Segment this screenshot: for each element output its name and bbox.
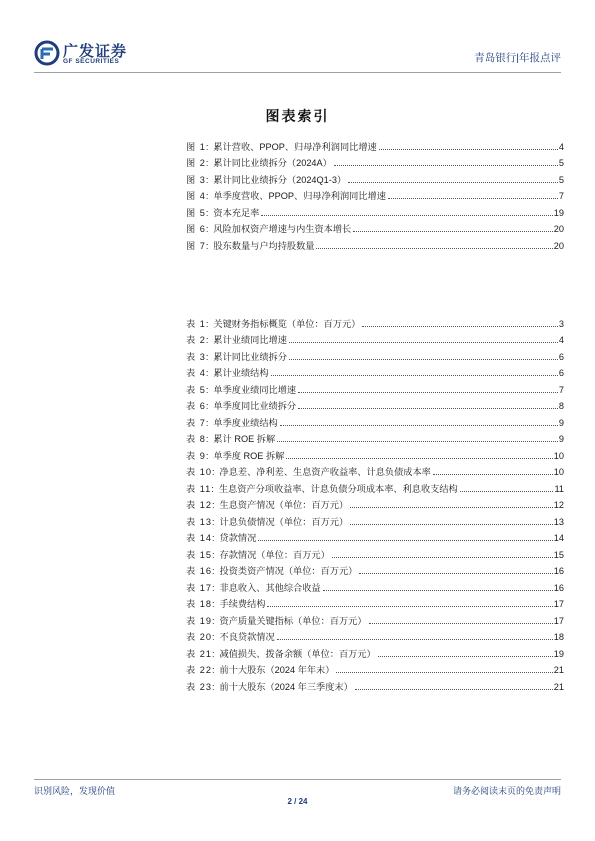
index-entry-page: 21 [553, 681, 564, 692]
index-entry-label: 不良贷款情况 [219, 632, 275, 642]
index-entry-label: 累计同比业绩拆分（2024A） [213, 158, 332, 168]
index-entry-page: 18 [553, 632, 564, 642]
table-index-entry[interactable] [186, 363, 564, 380]
index-entry-label: 累计同比业绩拆分（2024Q1-3） [213, 174, 347, 185]
index-entry-prefix: 表 10: [186, 467, 216, 477]
page-header [34, 38, 561, 73]
table-index-entry[interactable] [186, 627, 564, 644]
index-entry-label: 单季度业绩同比增速 [213, 384, 297, 395]
gf-securities-logo [34, 38, 154, 70]
index-entry-page: 11 [554, 483, 564, 494]
index-entry-prefix: 表 14: [186, 533, 216, 543]
index-entry-prefix: 表 2: [186, 335, 210, 345]
index-entry-page: 7 [558, 384, 564, 395]
footer-disclaimer: 请务必阅读末页的免责声明 [452, 786, 561, 796]
table-index-entry[interactable] [186, 676, 564, 693]
table-index-entry[interactable] [186, 643, 564, 660]
dot-leader [332, 557, 553, 558]
index-entry-label: 单季度 ROE 拆解 [213, 450, 285, 461]
table-index-entry[interactable] [186, 594, 564, 611]
index-entry-prefix: 表 3: [186, 351, 210, 362]
dot-leader [433, 474, 553, 475]
table-index-entry[interactable] [186, 511, 564, 528]
page-number: 2 / 24 [287, 797, 308, 806]
table-index-entry[interactable] [186, 495, 564, 512]
dot-leader [277, 639, 553, 640]
dot-leader [369, 623, 553, 624]
table-index-entry[interactable] [186, 445, 564, 462]
dot-leader [280, 425, 558, 426]
index-entry-page: 9 [558, 434, 564, 444]
index-entry-page: 19 [553, 648, 564, 659]
table-index-entry[interactable] [186, 528, 564, 545]
dot-leader [289, 359, 558, 360]
index-entry-label: 存款情况（单位：百万元） [219, 549, 330, 560]
index-entry-prefix: 表 20: [186, 632, 216, 642]
index-entry-prefix: 表 6: [186, 401, 210, 411]
dot-leader [350, 524, 553, 525]
index-entry-page: 6 [558, 351, 564, 362]
brand-name-en: GF SECURITIES [63, 58, 120, 65]
index-entry-label: 资产质量关键指标（单位：百万元） [219, 615, 367, 626]
index-entry-prefix: 表 13: [186, 516, 216, 527]
index-entry-label: 单季度业绩结构 [213, 417, 278, 428]
index-entry-page: 17 [553, 599, 564, 609]
index-entry-label: 前十大股东（2024 年年末） [219, 665, 335, 675]
dot-leader [388, 198, 558, 199]
table-index-entry[interactable] [186, 396, 564, 413]
brand-name-cn: 广发证券 [63, 43, 128, 60]
figure-index-list [186, 136, 564, 252]
index-entry-prefix: 表 15: [186, 549, 216, 560]
index-entry-page: 9 [558, 417, 564, 428]
index-entry-page: 10 [553, 467, 564, 477]
index-entry-label: 关键财务指标概览（单位：百万元） [213, 318, 361, 329]
index-entry-page: 4 [558, 335, 564, 345]
index-entry-prefix: 表 5: [186, 384, 210, 395]
index-entry-prefix: 图 2: [186, 158, 210, 168]
report-tag: 青岛银行|年报点评 [474, 52, 561, 64]
dot-leader [378, 656, 553, 657]
index-entry-label: 生息资产分项收益率、计息负债分项成本率、利息收支结构 [218, 483, 458, 494]
dot-leader [289, 342, 558, 343]
index-entry-page: 6 [558, 368, 564, 378]
dot-leader [362, 326, 557, 327]
index-entry-page: 16 [553, 582, 564, 593]
index-entry-label: 风险加权资产增速与内生资本增长 [213, 224, 352, 234]
index-entry-prefix: 图 3: [186, 174, 210, 185]
index-entry-page: 13 [553, 516, 564, 527]
table-index-entry[interactable] [186, 660, 564, 677]
index-entry-page: 20 [553, 240, 564, 251]
dot-leader [271, 375, 558, 376]
index-entry-prefix: 表 8: [186, 434, 210, 444]
index-entry-page: 16 [553, 566, 564, 576]
index-entry-label: 手续费结构 [219, 599, 266, 609]
index-entry-prefix: 表 7: [186, 417, 210, 428]
dot-leader [353, 231, 553, 232]
index-entry-page: 14 [553, 533, 564, 543]
footer-slogan: 识别风险，发现价值 [34, 786, 116, 796]
index-entry-page: 12 [553, 500, 564, 510]
dot-leader [298, 408, 558, 409]
index-entry-page: 17 [553, 615, 564, 626]
index-entry-label: 累计业绩同比增速 [213, 335, 287, 345]
index-entry-prefix: 表 22: [186, 665, 216, 675]
index-entry-label: 投资类资产情况（单位：百万元） [219, 566, 358, 576]
index-entry-prefix: 表 17: [186, 582, 216, 593]
table-index-entry[interactable] [186, 561, 564, 578]
dot-leader [336, 672, 552, 673]
index-entry-page: 10 [553, 450, 564, 461]
index-entry-label: 计息负债情况（单位：百万元） [219, 516, 349, 527]
index-entry-prefix: 表 4: [186, 368, 210, 378]
table-index-entry[interactable] [186, 379, 564, 396]
figure-index-entry[interactable] [186, 202, 564, 219]
index-entry-page: 5 [558, 174, 564, 185]
dot-leader [286, 458, 552, 459]
index-entry-page: 19 [553, 207, 564, 218]
index-entry-prefix: 图 1: [186, 141, 210, 152]
index-entry-label: 累计营收、PPOP、归母净利润同比增速 [213, 141, 377, 152]
index-entry-label: 资本充足率 [213, 207, 260, 218]
page-title: 图表索引 [265, 108, 330, 124]
index-entry-prefix: 图 4: [186, 191, 210, 201]
index-entry-prefix: 表 11: [186, 483, 215, 494]
index-entry-prefix: 图 5: [186, 207, 210, 218]
dot-leader [334, 165, 558, 166]
index-entry-label: 单季度同比业绩拆分 [213, 401, 297, 411]
index-entry-prefix: 表 23: [186, 681, 216, 692]
dot-leader [359, 573, 552, 574]
figure-index-entry[interactable] [186, 186, 564, 203]
dot-leader [379, 149, 558, 150]
index-entry-label: 单季度营收、PPOP、归母净利润同比增速 [213, 191, 386, 201]
index-entry-label: 非息收入、其他综合收益 [219, 582, 321, 593]
index-entry-page: 4 [558, 141, 564, 152]
index-entry-prefix: 表 1: [186, 318, 210, 329]
index-entry-page: 21 [553, 665, 564, 675]
index-entry-label: 累计业绩结构 [213, 368, 269, 378]
index-entry-page: 15 [553, 549, 564, 560]
index-entry-prefix: 表 12: [186, 500, 216, 510]
table-index-entry[interactable] [186, 544, 564, 561]
dot-leader [350, 507, 553, 508]
figure-index-entry[interactable] [186, 153, 564, 170]
index-entry-prefix: 表 18: [186, 599, 216, 609]
dot-leader [348, 182, 558, 183]
page-footer [34, 779, 561, 796]
index-entry-prefix: 图 6: [186, 224, 210, 234]
table-index-entry[interactable] [186, 429, 564, 446]
index-entry-label: 股东数量与户均持股数量 [213, 240, 315, 251]
dot-leader [316, 248, 552, 249]
figure-index-entry[interactable] [186, 136, 564, 153]
figure-index-entry[interactable] [186, 235, 564, 252]
dot-leader [261, 215, 552, 216]
index-entry-label: 净息差、净利差、生息资产收益率、计息负债成本率 [219, 467, 431, 477]
table-index-list [186, 313, 564, 693]
index-entry-page: 20 [553, 224, 564, 234]
table-index-entry[interactable] [186, 346, 564, 363]
index-entry-prefix: 表 16: [186, 566, 216, 576]
index-entry-page: 7 [558, 191, 564, 201]
index-entry-label: 前十大股东（2024 年三季度末） [219, 681, 353, 692]
index-entry-page: 3 [558, 318, 564, 329]
dot-leader [267, 606, 552, 607]
index-entry-label: 生息资产情况（单位：百万元） [219, 500, 349, 510]
dot-leader [258, 540, 553, 541]
table-index-entry[interactable] [186, 577, 564, 594]
table-index-entry[interactable] [186, 462, 564, 479]
table-index-entry[interactable] [186, 478, 564, 495]
index-entry-prefix: 表 21: [186, 648, 216, 659]
figure-index-entry[interactable] [186, 169, 564, 186]
index-entry-label: 累计 ROE 拆解 [213, 434, 276, 444]
table-index-entry[interactable] [186, 412, 564, 429]
dot-leader [355, 689, 553, 690]
index-entry-page: 5 [558, 158, 564, 168]
dot-leader [277, 441, 558, 442]
index-entry-prefix: 图 7: [186, 240, 210, 251]
figure-index-entry[interactable] [186, 219, 564, 236]
table-index-entry[interactable] [186, 330, 564, 347]
index-entry-prefix: 表 9: [186, 450, 210, 461]
index-entry-prefix: 表 19: [186, 615, 216, 626]
table-index-entry[interactable] [186, 313, 564, 330]
index-entry-page: 8 [558, 401, 564, 411]
gf-logo-icon [34, 40, 60, 66]
index-entry-label: 累计同比业绩拆分 [213, 351, 287, 362]
index-entry-label: 贷款情况 [219, 533, 257, 543]
table-index-entry[interactable] [186, 610, 564, 627]
dot-leader [323, 590, 553, 591]
index-entry-label: 减值损失、拨备余额（单位：百万元） [219, 648, 376, 659]
dot-leader [460, 491, 554, 492]
dot-leader [298, 392, 558, 393]
